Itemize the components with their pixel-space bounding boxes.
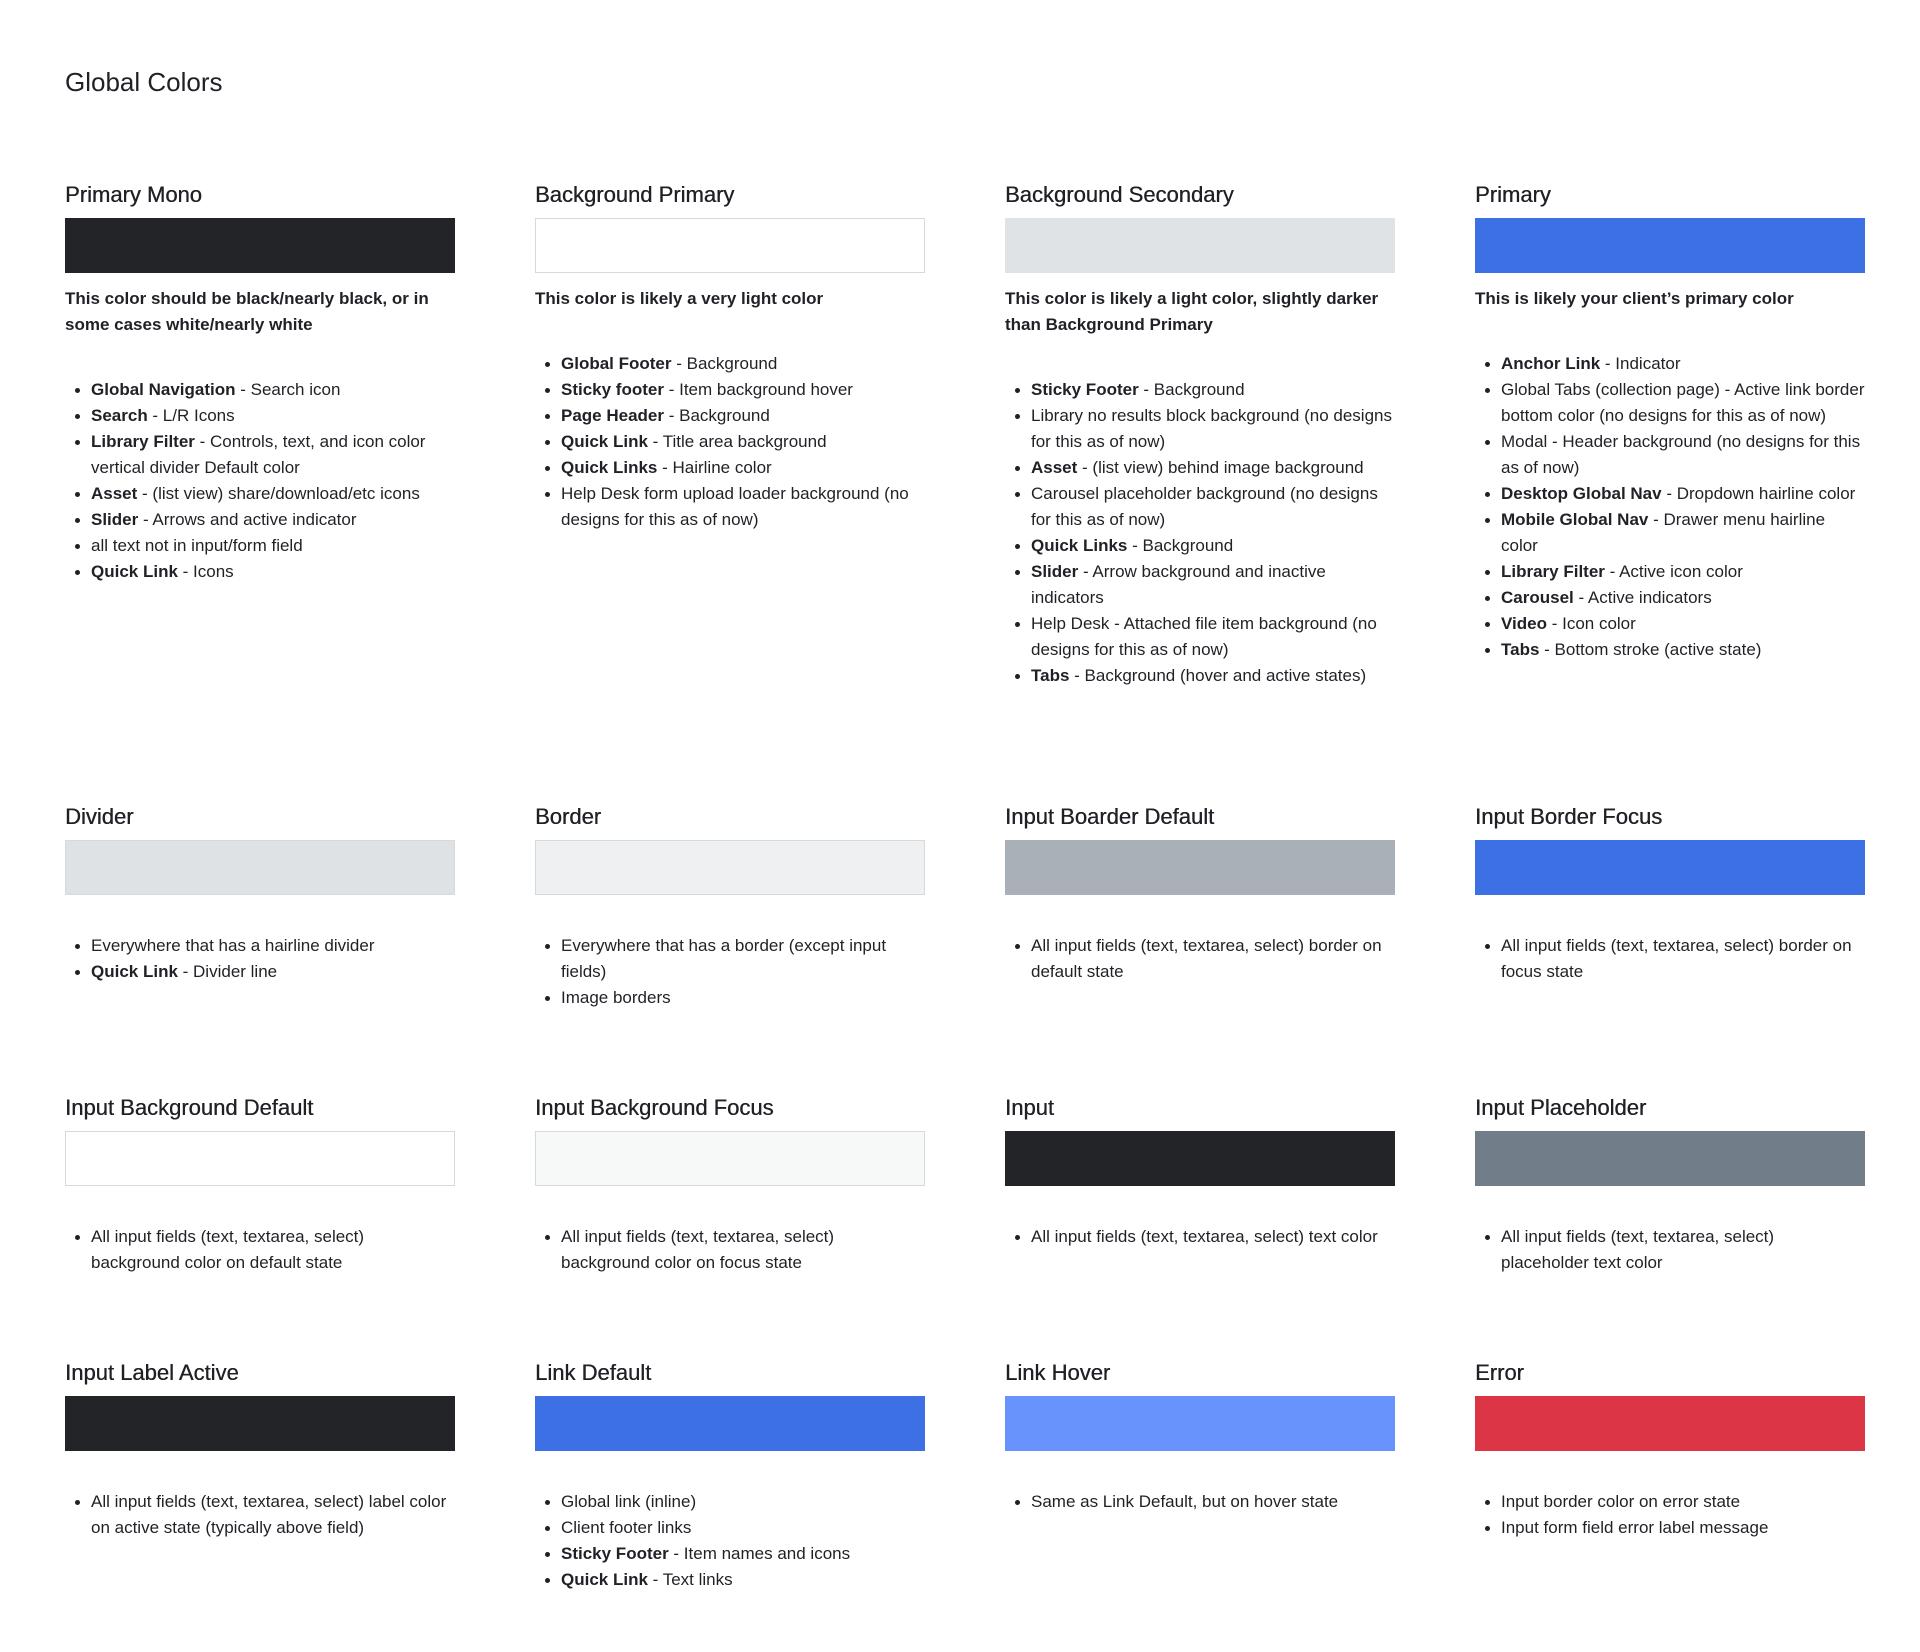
color-swatch <box>65 1131 455 1186</box>
card-description: This color is likely a light color, slightly darker than Background Primary <box>1005 289 1379 334</box>
usage-item-text: - (list view) share/download/etc icons <box>137 484 420 503</box>
card-title: Input Boarder Default <box>1005 804 1215 829</box>
usage-list <box>65 933 455 985</box>
usage-item <box>91 533 455 559</box>
usage-item-text: Everywhere that has a border (except input fields) <box>561 936 887 981</box>
color-card-link-hover <box>1005 1359 1395 1511</box>
usage-item-component: Video <box>1501 614 1547 633</box>
usage-item <box>1031 1489 1395 1515</box>
usage-item-text: - Background (hover and active states) <box>1069 666 1367 685</box>
usage-item-component: Global Navigation <box>91 380 236 399</box>
usage-item-text: Everywhere that has a hairline divider <box>91 936 375 955</box>
usage-item-text: - Icons <box>177 562 234 581</box>
usage-item-text: - Background <box>671 354 778 373</box>
usage-item <box>91 1224 455 1276</box>
usage-item <box>91 481 455 507</box>
usage-item-text: - Item background hover <box>663 380 853 399</box>
usage-item-component: Sticky Footer <box>561 1544 669 1563</box>
usage-item <box>1031 377 1395 403</box>
usage-item <box>1031 663 1395 689</box>
usage-item <box>1501 1489 1865 1515</box>
page-title: Global Colors <box>65 67 223 97</box>
usage-item-component: Quick Links <box>1031 536 1128 555</box>
usage-item-text: Image borders <box>561 988 671 1007</box>
usage-item-text: - (list view) behind image background <box>1077 458 1364 477</box>
color-card-error <box>1475 1359 1865 1537</box>
color-card-border <box>535 803 925 1007</box>
usage-item-text: - Background <box>664 406 770 425</box>
card-description: This is likely your client’s primary color <box>1475 289 1794 308</box>
color-swatch <box>535 840 925 895</box>
color-card-primary-mono <box>65 181 455 581</box>
usage-item-text: Help Desk form upload loader background (no designs for this as of now) <box>561 484 909 529</box>
usage-item-component: Search <box>91 406 148 425</box>
usage-list <box>1475 351 1865 663</box>
usage-item-text: Global link (inline) <box>561 1492 697 1511</box>
usage-item-text: Input border color on error state <box>1501 1492 1741 1511</box>
card-title: Input Background Focus <box>535 1095 774 1120</box>
card-title: Link Hover <box>1005 1360 1111 1385</box>
usage-item-component: Sticky footer <box>561 380 664 399</box>
usage-item <box>561 1224 925 1276</box>
usage-item-component: Sticky Footer <box>1031 380 1139 399</box>
card-title: Error <box>1475 1360 1524 1385</box>
usage-item <box>91 1489 455 1541</box>
usage-item-component: Quick Link <box>561 1570 648 1589</box>
color-card-input-background-default <box>65 1094 455 1272</box>
usage-item-text: - Active icon color <box>1604 562 1743 581</box>
usage-item <box>91 429 455 481</box>
usage-item-text: - Background <box>1138 380 1245 399</box>
color-card-background-secondary <box>1005 181 1395 685</box>
color-swatch <box>1475 1131 1865 1186</box>
usage-item-text: All input fields (text, textarea, select) label color on active state (typically above field) <box>91 1492 447 1537</box>
card-title: Input Background Default <box>65 1095 314 1120</box>
card-title: Link Default <box>535 1360 652 1385</box>
usage-item <box>1031 533 1395 559</box>
usage-item-text: - Dropdown hairline color <box>1661 484 1856 503</box>
usage-list <box>1475 933 1865 985</box>
usage-item-component: Mobile Global Nav <box>1501 510 1649 529</box>
usage-list <box>535 933 925 1011</box>
usage-item-text: - Background <box>1127 536 1234 555</box>
color-swatch <box>1475 1396 1865 1451</box>
usage-item <box>561 985 925 1011</box>
usage-item-component: Quick Link <box>91 562 178 581</box>
usage-item <box>91 377 455 403</box>
color-card-background-primary <box>535 181 925 529</box>
usage-item-text: - Item names and icons <box>668 1544 851 1563</box>
usage-item-text: Carousel placeholder background (no designs for this as of now) <box>1031 484 1378 529</box>
usage-item-text: - Text links <box>647 1570 733 1589</box>
usage-item <box>1031 481 1395 533</box>
usage-item-text: Same as Link Default, but on hover state <box>1031 1492 1339 1511</box>
usage-item-component: Quick Link <box>561 432 648 451</box>
card-title: Border <box>535 804 602 829</box>
usage-item-text: Global Tabs (collection page) - Active link border bottom color (no designs for this as of now) <box>1501 380 1865 425</box>
color-card-input-placeholder <box>1475 1094 1865 1272</box>
usage-item <box>1501 377 1865 429</box>
usage-item <box>561 455 925 481</box>
usage-item-component: Library Filter <box>1501 562 1605 581</box>
usage-item-text: - Icon color <box>1546 614 1636 633</box>
usage-list <box>65 1489 455 1541</box>
usage-item-component: Page Header <box>561 406 664 425</box>
color-swatch <box>65 218 455 273</box>
usage-item <box>561 403 925 429</box>
usage-item <box>1031 611 1395 663</box>
usage-item-component: Desktop Global Nav <box>1501 484 1662 503</box>
usage-item-component: Slider <box>1031 562 1079 581</box>
color-card-link-default <box>535 1359 925 1589</box>
usage-item <box>1501 933 1865 985</box>
usage-item <box>1501 585 1865 611</box>
usage-item <box>1031 559 1395 611</box>
usage-list <box>535 1489 925 1593</box>
usage-item-component: Quick Link <box>91 962 178 981</box>
usage-item <box>561 1567 925 1593</box>
usage-item <box>561 1541 925 1567</box>
color-swatch <box>535 1396 925 1451</box>
usage-item-text: - Active indicators <box>1573 588 1712 607</box>
usage-list <box>1005 377 1395 689</box>
card-title: Input Label Active <box>65 1360 239 1385</box>
usage-item <box>1501 559 1865 585</box>
usage-item-text: - Indicator <box>1600 354 1681 373</box>
card-title: Background Primary <box>535 182 735 207</box>
color-swatch <box>1475 840 1865 895</box>
color-swatch <box>65 840 455 895</box>
card-title: Background Secondary <box>1005 182 1234 207</box>
usage-item-text: All input fields (text, textarea, select) background color on focus state <box>561 1227 835 1272</box>
usage-item-text: - Drawer menu hairline color <box>1501 510 1826 555</box>
usage-item-text: - Arrow background and inactive indicators <box>1031 562 1326 607</box>
color-swatch <box>1005 1396 1395 1451</box>
usage-item <box>1501 429 1865 481</box>
usage-item <box>91 959 455 985</box>
usage-item-text: Input form field error label message <box>1501 1518 1769 1537</box>
usage-item <box>1031 403 1395 455</box>
color-swatch <box>1005 840 1395 895</box>
usage-item <box>1501 481 1865 507</box>
usage-item <box>1501 637 1865 663</box>
usage-item <box>1501 1515 1865 1541</box>
usage-item-text: All input fields (text, textarea, select) background color on default state <box>91 1227 365 1272</box>
color-swatch <box>1005 1131 1395 1186</box>
usage-item-text: - Bottom stroke (active state) <box>1539 640 1762 659</box>
usage-item-component: Quick Links <box>561 458 658 477</box>
usage-item-text: - L/R Icons <box>147 406 235 425</box>
usage-list <box>1005 1224 1395 1250</box>
usage-item <box>91 507 455 533</box>
card-title: Divider <box>65 804 134 829</box>
usage-item-text: Library no results block background (no designs for this as of now) <box>1031 406 1392 451</box>
usage-item-text: - Hairline color <box>657 458 772 477</box>
usage-item-component: Anchor Link <box>1501 354 1601 373</box>
usage-item-component: Asset <box>91 484 138 503</box>
usage-item <box>1501 1224 1865 1276</box>
card-description: This color should be black/nearly black, or in some cases white/nearly white <box>65 289 429 334</box>
color-swatch <box>535 1131 925 1186</box>
usage-list <box>1005 933 1395 985</box>
card-title: Primary Mono <box>65 182 202 207</box>
usage-list <box>535 1224 925 1276</box>
usage-item <box>91 933 455 959</box>
usage-item-text: Client footer links <box>561 1518 692 1537</box>
usage-list <box>1475 1489 1865 1541</box>
usage-item-text: All input fields (text, textarea, select) placeholder text color <box>1501 1227 1775 1272</box>
usage-item <box>561 377 925 403</box>
color-card-input-background-focus <box>535 1094 925 1272</box>
color-card-divider <box>65 803 455 981</box>
usage-item <box>561 1489 925 1515</box>
usage-item-text: - Divider line <box>177 962 278 981</box>
usage-item <box>91 559 455 585</box>
usage-item <box>561 429 925 455</box>
card-title: Input Border Focus <box>1475 804 1663 829</box>
usage-item-text: All input fields (text, textarea, select) border on focus state <box>1501 936 1852 981</box>
usage-item <box>1031 1224 1395 1250</box>
usage-item-text: - Search icon <box>235 380 341 399</box>
usage-item <box>1031 455 1395 481</box>
usage-item-text: All input fields (text, textarea, select) text color <box>1031 1227 1378 1246</box>
usage-item-text: All input fields (text, textarea, select) border on default state <box>1031 936 1382 981</box>
usage-list <box>65 1224 455 1276</box>
usage-item <box>561 481 925 533</box>
usage-item <box>91 403 455 429</box>
card-title: Input <box>1005 1095 1054 1120</box>
color-card-primary <box>1475 181 1865 659</box>
color-card-input-border-default <box>1005 803 1395 981</box>
usage-item-text: Modal - Header background (no designs for this as of now) <box>1501 432 1861 477</box>
usage-item-component: Carousel <box>1501 588 1574 607</box>
usage-list <box>1475 1224 1865 1276</box>
usage-item-text: all text not in input/form field <box>91 536 303 555</box>
color-card-input-label-active <box>65 1359 455 1537</box>
color-swatch <box>65 1396 455 1451</box>
usage-item-text: - Controls, text, and icon color vertical divider Default color <box>91 432 426 477</box>
usage-item <box>561 351 925 377</box>
usage-item <box>1501 611 1865 637</box>
color-swatch <box>535 218 925 273</box>
usage-item-component: Tabs <box>1031 666 1070 685</box>
usage-item-component: Tabs <box>1501 640 1540 659</box>
usage-item <box>1501 507 1865 559</box>
usage-item <box>1501 351 1865 377</box>
card-title: Input Placeholder <box>1475 1095 1647 1120</box>
usage-item-text: - Arrows and active indicator <box>138 510 357 529</box>
usage-list <box>535 351 925 533</box>
usage-item <box>561 1515 925 1541</box>
usage-item-component: Global Footer <box>561 354 672 373</box>
usage-list <box>65 377 455 585</box>
color-card-input <box>1005 1094 1395 1246</box>
card-title: Primary <box>1475 182 1551 207</box>
color-swatch <box>1475 218 1865 273</box>
color-swatch <box>1005 218 1395 273</box>
usage-item-text: - Title area background <box>647 432 827 451</box>
usage-item <box>561 933 925 985</box>
usage-item-component: Slider <box>91 510 139 529</box>
usage-item-component: Library Filter <box>91 432 195 451</box>
color-card-input-border-focus <box>1475 803 1865 981</box>
usage-item-component: Asset <box>1031 458 1078 477</box>
card-description: This color is likely a very light color <box>535 289 824 308</box>
usage-item <box>1031 933 1395 985</box>
usage-item-text: Help Desk - Attached file item background (no designs for this as of now) <box>1031 614 1377 659</box>
usage-list <box>1005 1489 1395 1515</box>
